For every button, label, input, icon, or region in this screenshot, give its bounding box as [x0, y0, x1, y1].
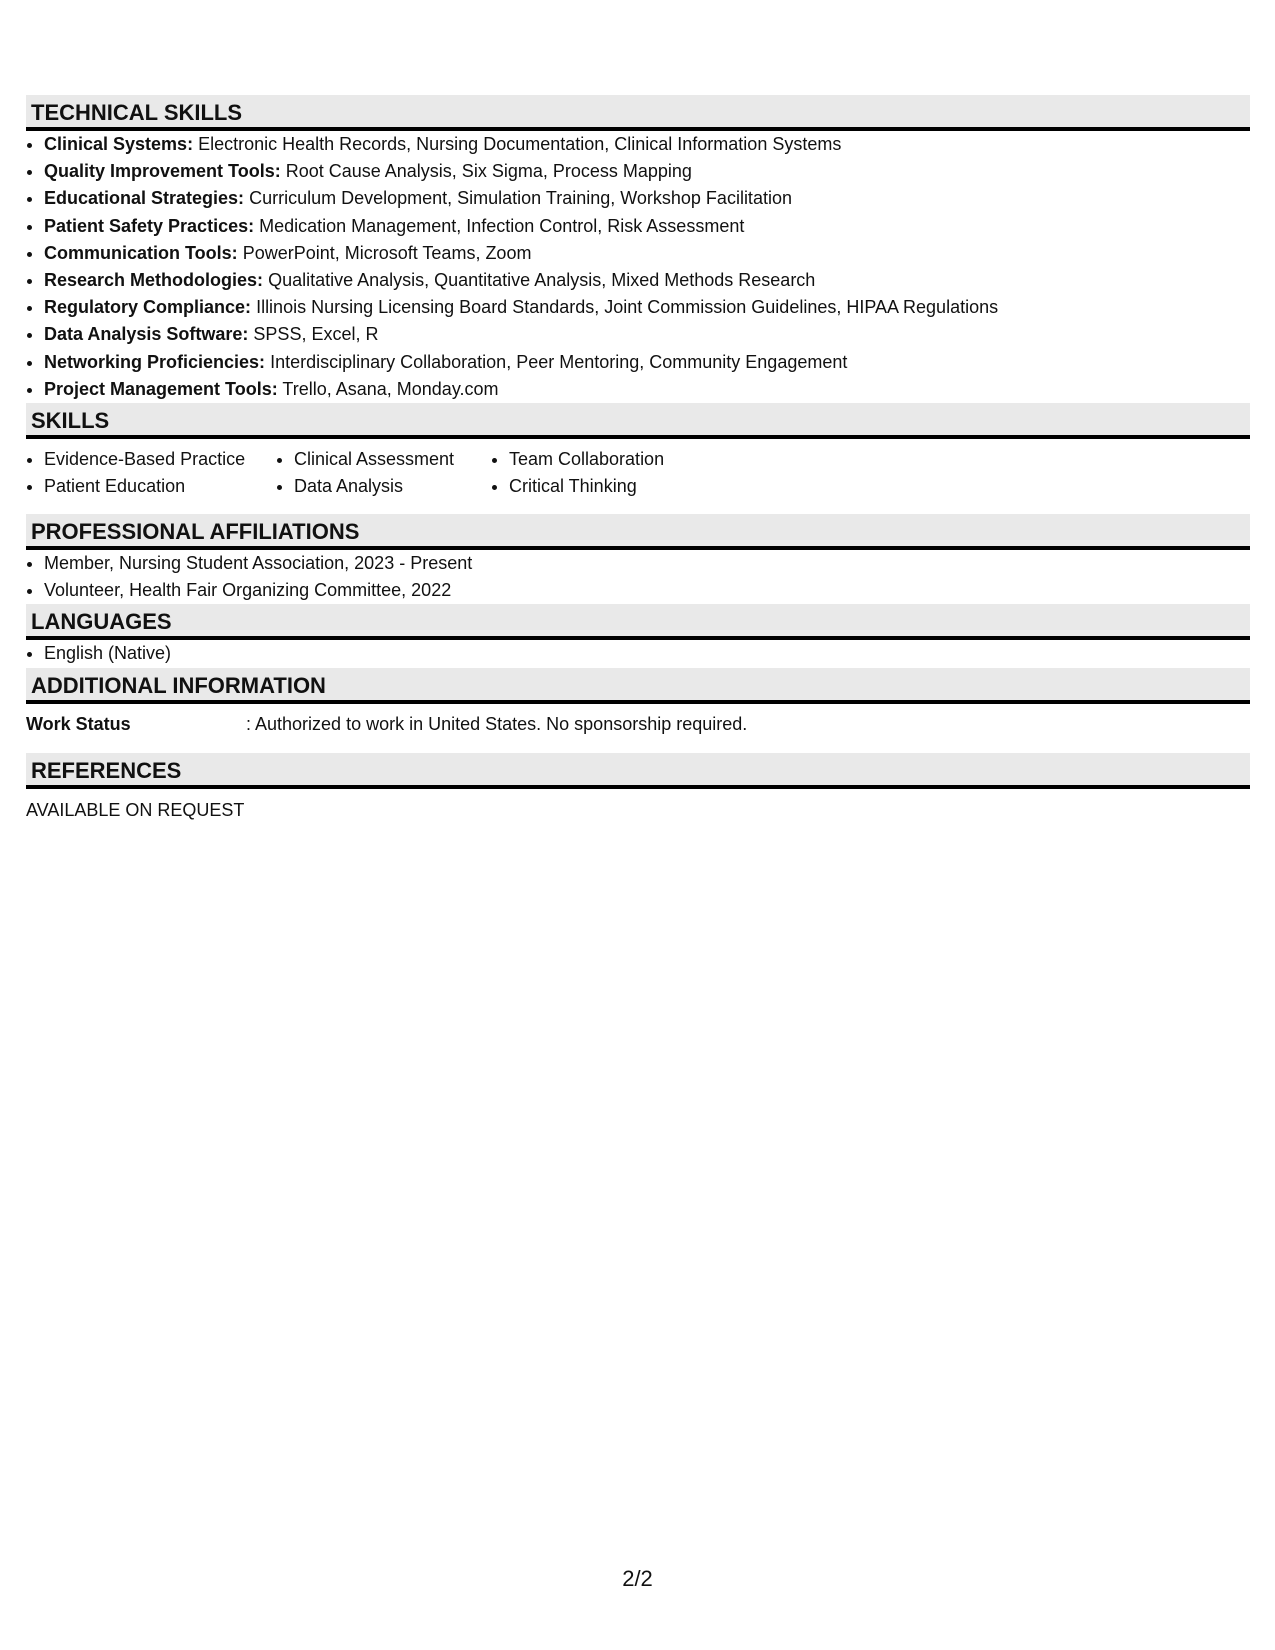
list-item: • English (Native): [44, 640, 1250, 667]
skill-category-value: Curriculum Development, Simulation Training, Workshop Facilitation: [249, 188, 792, 209]
languages-heading: LANGUAGES: [26, 604, 1250, 640]
work-status-row: [26, 711, 1250, 738]
list-item: [44, 213, 1250, 240]
references-heading: REFERENCES: [26, 753, 1250, 789]
list-item: • Volunteer, Health Fair Organizing Committee, 2022: [44, 577, 1250, 604]
skills-heading: SKILLS: [26, 403, 1250, 439]
page-number: 2/2: [622, 1566, 653, 1591]
references-text: AVAILABLE ON REQUEST: [26, 799, 245, 820]
skill-category-label: Educational Strategies:: [44, 188, 245, 209]
skill-category-value: SPSS, Excel, R: [253, 324, 379, 345]
affiliations-heading: PROFESSIONAL AFFILIATIONS: [26, 514, 1250, 550]
list-item: [44, 321, 1250, 348]
list-item: • Clinical Assessment: [294, 446, 491, 473]
skill-category-label: Data Analysis Software:: [44, 324, 249, 345]
list-item: [44, 240, 1250, 267]
work-status-label: Work Status: [26, 713, 131, 734]
references-section: [26, 753, 1250, 824]
work-status-value: : Authorized to work in United States. No sponsorship required.: [246, 713, 748, 734]
technical-skills-list: [26, 131, 1250, 403]
list-item: • Data Analysis: [294, 473, 491, 500]
list-item: • Patient Education: [44, 473, 276, 500]
skill-category-label: Patient Safety Practices:: [44, 215, 255, 236]
skill-category-label: Project Management Tools:: [44, 378, 278, 399]
additional-info-section: [26, 668, 1250, 738]
additional-info-heading: ADDITIONAL INFORMATION: [26, 668, 1250, 704]
skill-category-label: Communication Tools:: [44, 242, 238, 263]
skill-category-label: Quality Improvement Tools:: [44, 161, 281, 182]
skill-category-label: Regulatory Compliance:: [44, 297, 252, 318]
list-item: [44, 349, 1250, 376]
technical-skills-heading: TECHNICAL SKILLS: [26, 95, 1250, 131]
list-item: • Team Collaboration: [509, 446, 729, 473]
skill-category-value: Electronic Health Records, Nursing Documentation, Clinical Information Systems: [198, 134, 842, 154]
languages-section: [26, 604, 1250, 667]
list-item: [44, 185, 1250, 212]
skill-category-value: PowerPoint, Microsoft Teams, Zoom: [242, 242, 532, 263]
skill-category-label: Research Methodologies:: [44, 270, 264, 291]
list-item: • Member, Nursing Student Association, 2023 - Present: [44, 550, 1250, 577]
skill-category-value: Trello, Asana, Monday.com: [282, 378, 499, 399]
skills-grid: [26, 446, 1250, 500]
skill-category-value: Qualitative Analysis, Quantitative Analysis, Mixed Methods Research: [268, 270, 816, 291]
skill-category-value: Interdisciplinary Collaboration, Peer Mentoring, Community Engagement: [270, 351, 848, 372]
list-item: [44, 131, 1250, 158]
resume-page-content: [26, 95, 1250, 824]
list-item: [44, 158, 1250, 185]
skill-category-label: Clinical Systems:: [44, 134, 194, 154]
languages-list: [26, 640, 1250, 667]
list-item: [44, 294, 1250, 321]
list-item: • Critical Thinking: [509, 473, 729, 500]
list-item: [44, 267, 1250, 294]
technical-skills-section: [26, 95, 1250, 403]
list-item: • Evidence-Based Practice: [44, 446, 276, 473]
skills-section: [26, 403, 1250, 500]
affiliations-section: [26, 514, 1250, 604]
skills-column: [276, 446, 491, 500]
skills-column: [26, 446, 276, 500]
skills-column: [491, 446, 729, 500]
skill-category-value: Illinois Nursing Licensing Board Standards, Joint Commission Guidelines, HIPAA Regulations: [256, 297, 999, 318]
skill-category-value: Root Cause Analysis, Six Sigma, Process Mapping: [285, 161, 692, 182]
list-item: [44, 376, 1250, 403]
skill-category-label: Networking Proficiencies:: [44, 351, 266, 372]
skill-category-value: Medication Management, Infection Control, Risk Assessment: [259, 215, 745, 236]
affiliations-list: [26, 550, 1250, 604]
